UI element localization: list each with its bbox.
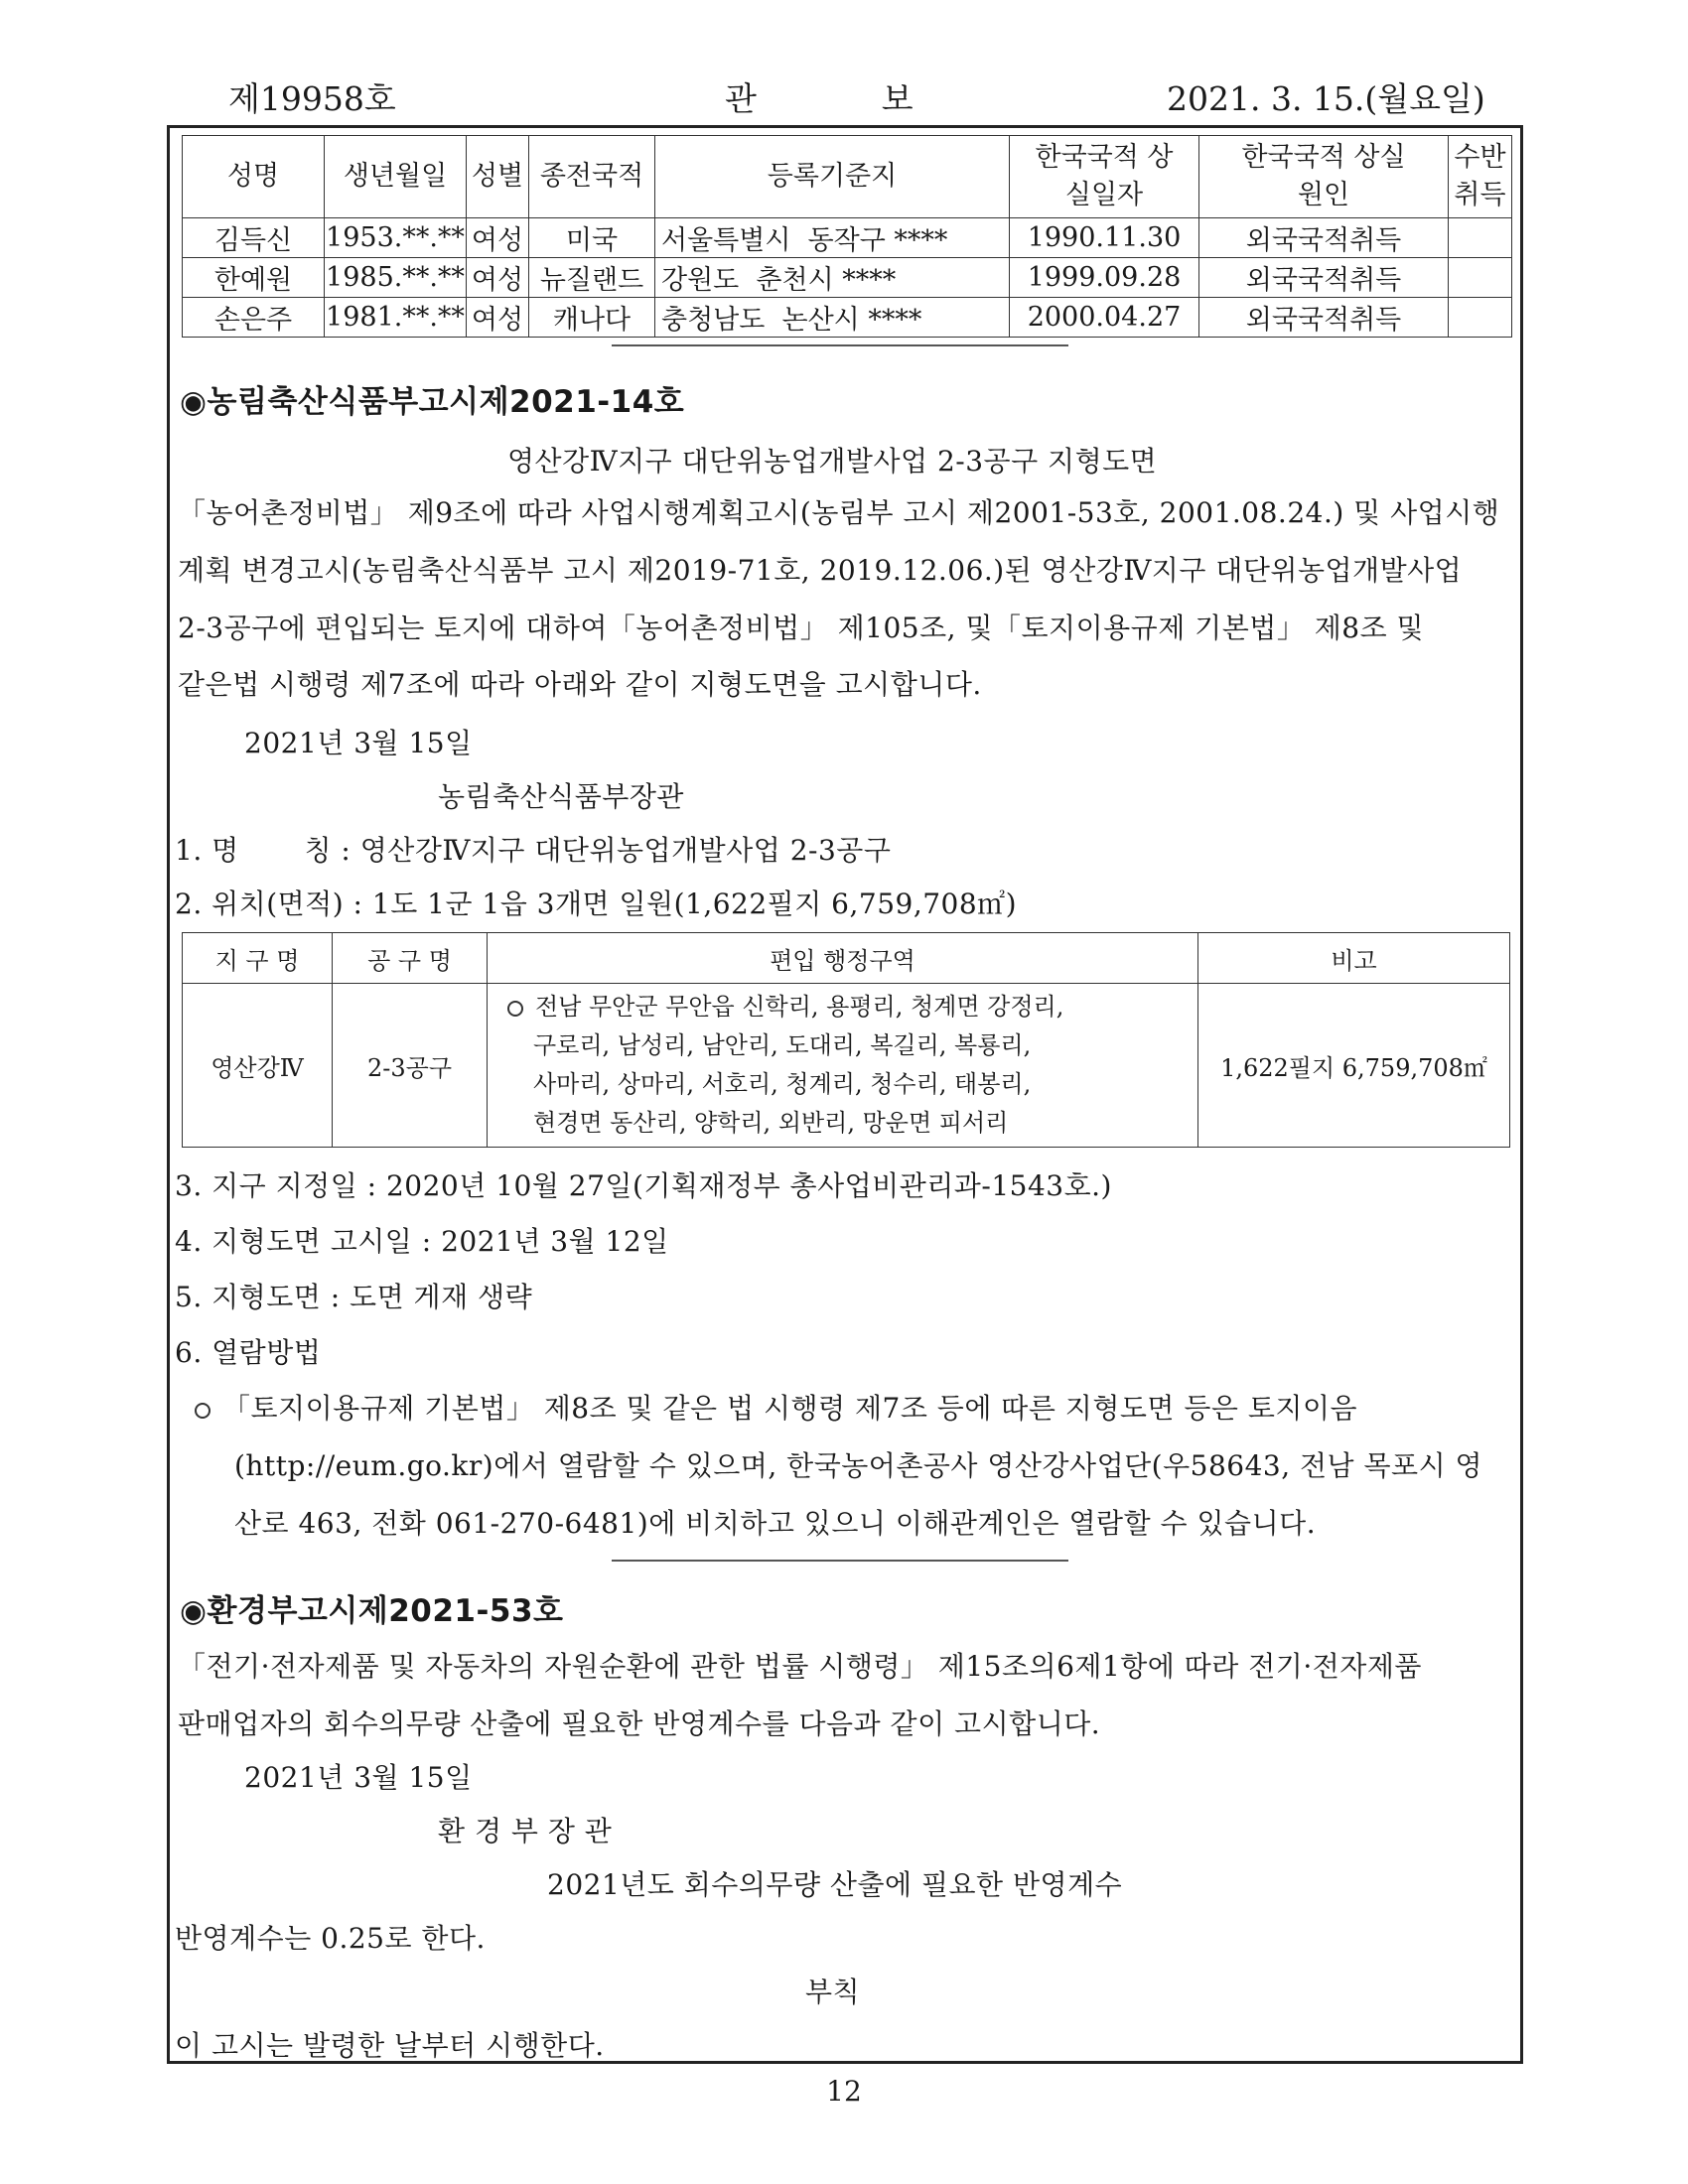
col-header-section: 공 구 명 xyxy=(333,933,488,984)
col-header-loss-reason: 한국국적 상실원인 xyxy=(1199,136,1449,218)
table-row xyxy=(183,984,1510,1148)
item-viewing: 6. 열람방법 xyxy=(175,1336,322,1369)
issue-number: 제19958호 xyxy=(228,79,396,118)
notice-signer: 농림축산식품부장관 xyxy=(438,780,684,813)
region-line: 구로리, 남성리, 남안리, 도대리, 복길리, 복룡리, xyxy=(533,1031,1032,1059)
cell-loss-date: 2000.04.27 xyxy=(1010,298,1199,338)
cell-name: 김득신 xyxy=(183,218,325,258)
section-divider xyxy=(612,1560,1068,1562)
col-header-district: 지 구 명 xyxy=(183,933,333,984)
col-header-loss-date: 한국국적 상실일자 xyxy=(1010,136,1199,218)
gazette-title: 관 보 xyxy=(725,79,914,118)
circle-bullet-icon xyxy=(507,1001,523,1017)
cell-birth: 1953.**.** xyxy=(325,218,467,258)
col-header-regions: 편입 행정구역 xyxy=(488,933,1198,984)
col-header-birth: 생년월일 xyxy=(325,136,467,218)
cell-loss-date: 1990.11.30 xyxy=(1010,218,1199,258)
cell-district: 영산강Ⅳ xyxy=(183,984,333,1148)
col-header-domicile: 등록기준지 xyxy=(655,136,1010,218)
notice-body-line: 판매업자의 회수의무량 산출에 필요한 반영계수를 다음과 같이 고시합니다. xyxy=(178,1707,1101,1740)
region-line: 전남 무안군 무안읍 신학리, 용평리, 청계면 강정리, xyxy=(507,988,1188,1026)
district-table xyxy=(182,932,1510,1148)
cell-sex: 여성 xyxy=(467,258,529,298)
item-location: 2. 위치(면적) : 1도 1군 1읍 3개면 일원(1,622필지 6,759,708㎡) xyxy=(175,887,1018,920)
cell-sex: 여성 xyxy=(467,298,529,338)
notice-date: 2021년 3월 15일 xyxy=(244,727,473,759)
notice-subtitle: 2021년도 회수의무량 산출에 필요한 반영계수 xyxy=(547,1868,1123,1901)
table-row xyxy=(183,298,1512,338)
table-row xyxy=(183,258,1512,298)
notice-date: 2021년 3월 15일 xyxy=(244,1761,473,1794)
notice-subtitle: 영산강Ⅳ지구 대단위농업개발사업 2-3공구 지형도면 xyxy=(507,445,1158,478)
notice-title: ◉환경부고시제2021-53호 xyxy=(180,1593,564,1629)
cell-note: 1,622필지 6,759,708㎡ xyxy=(1198,984,1510,1148)
cell-acq xyxy=(1449,298,1512,338)
cell-birth: 1985.**.** xyxy=(325,258,467,298)
cell-birth: 1981.**.** xyxy=(325,298,467,338)
notice-title: ◉농림축산식품부고시제2021-14호 xyxy=(180,384,685,420)
nationality-loss-table xyxy=(182,135,1512,338)
cell-loss-reason: 외국국적취득 xyxy=(1199,298,1449,338)
item-name: 1. 명 칭 : 영산강Ⅳ지구 대단위농업개발사업 2-3공구 xyxy=(175,834,892,867)
appendix-text: 이 고시는 발령한 날부터 시행한다. xyxy=(175,2029,605,2062)
cell-acq xyxy=(1449,218,1512,258)
viewing-detail-line: (http://eum.go.kr)에서 열람할 수 있으며, 한국농어촌공사 영산강사업단(우58643, 전남 목포시 영 xyxy=(234,1449,1483,1482)
cell-prev: 캐나다 xyxy=(529,298,655,338)
notice-body-line: 「농어촌정비법」 제9조에 따라 사업시행계획고시(농림부 고시 제2001-53호, 2001.08.24.) 및 사업시행 xyxy=(178,496,1500,529)
issue-date: 2021. 3. 15.(월요일) xyxy=(1167,79,1485,118)
page-frame xyxy=(167,125,1523,2064)
notice-body-line: 같은법 시행령 제7조에 따라 아래와 같이 지형도면을 고시합니다. xyxy=(178,668,982,701)
region-line: 사마리, 상마리, 서호리, 청계리, 청수리, 태봉리, xyxy=(533,1070,1032,1098)
cell-name: 손은주 xyxy=(183,298,325,338)
notice-signer: 환 경 부 장 관 xyxy=(438,1815,613,1847)
cell-prev: 미국 xyxy=(529,218,655,258)
appendix-title: 부칙 xyxy=(805,1976,861,2008)
col-header-note: 비고 xyxy=(1198,933,1510,984)
cell-loss-date: 1999.09.28 xyxy=(1010,258,1199,298)
table-row xyxy=(183,218,1512,258)
notice-text: 반영계수는 0.25로 한다. xyxy=(175,1922,486,1955)
page-number: 12 xyxy=(826,2075,862,2108)
cell-loss-reason: 외국국적취득 xyxy=(1199,258,1449,298)
table-header-row xyxy=(183,933,1510,984)
notice-body-line: 계획 변경고시(농림축산식품부 고시 제2019-71호, 2019.12.06.)된 영산강Ⅳ지구 대단위농업개발사업 xyxy=(178,554,1463,587)
cell-prev: 뉴질랜드 xyxy=(529,258,655,298)
col-header-sex: 성별 xyxy=(467,136,529,218)
cell-domicile: 충청남도 논산시 **** xyxy=(655,298,1010,338)
col-header-acquisition: 수반취득 xyxy=(1449,136,1512,218)
table-header-row xyxy=(183,136,1512,218)
cell-domicile: 서울특별시 동작구 **** xyxy=(655,218,1010,258)
cell-domicile: 강원도 춘천시 **** xyxy=(655,258,1010,298)
cell-regions xyxy=(488,984,1198,1148)
cell-loss-reason: 외국국적취득 xyxy=(1199,218,1449,258)
notice-body-line: 2-3공구에 편입되는 토지에 대하여「농어촌정비법」 제105조, 및「토지이용규제 기본법」 제8조 및 xyxy=(178,612,1425,644)
item-map: 5. 지형도면 : 도면 게재 생략 xyxy=(175,1281,533,1313)
col-header-prev-nationality: 종전국적 xyxy=(529,136,655,218)
cell-section: 2-3공구 xyxy=(333,984,488,1148)
cell-acq xyxy=(1449,258,1512,298)
item-notice-date: 4. 지형도면 고시일 : 2021년 3월 12일 xyxy=(175,1225,669,1258)
viewing-detail-line: 산로 463, 전화 061-270-6481)에 비치하고 있으니 이해관계인은 열람할 수 있습니다. xyxy=(234,1507,1317,1540)
viewing-detail-line: 「토지이용규제 기본법」 제8조 및 같은 법 시행령 제7조 등에 따른 지형도면 등은 토지이음 xyxy=(195,1387,1357,1427)
region-line: 현경면 동산리, 양학리, 외반리, 망운면 피서리 xyxy=(533,1109,1009,1137)
cell-name: 한예원 xyxy=(183,258,325,298)
notice-body-line: 「전기·전자제품 및 자동차의 자원순환에 관한 법률 시행령」 제15조의6제1항에 따라 전기·전자제품 xyxy=(178,1650,1422,1683)
item-designation-date: 3. 지구 지정일 : 2020년 10월 27일(기획재정부 총사업비관리과-1543호.) xyxy=(175,1169,1112,1202)
circle-bullet-icon xyxy=(195,1403,211,1419)
col-header-name: 성명 xyxy=(183,136,325,218)
section-divider xyxy=(612,344,1068,346)
cell-sex: 여성 xyxy=(467,218,529,258)
